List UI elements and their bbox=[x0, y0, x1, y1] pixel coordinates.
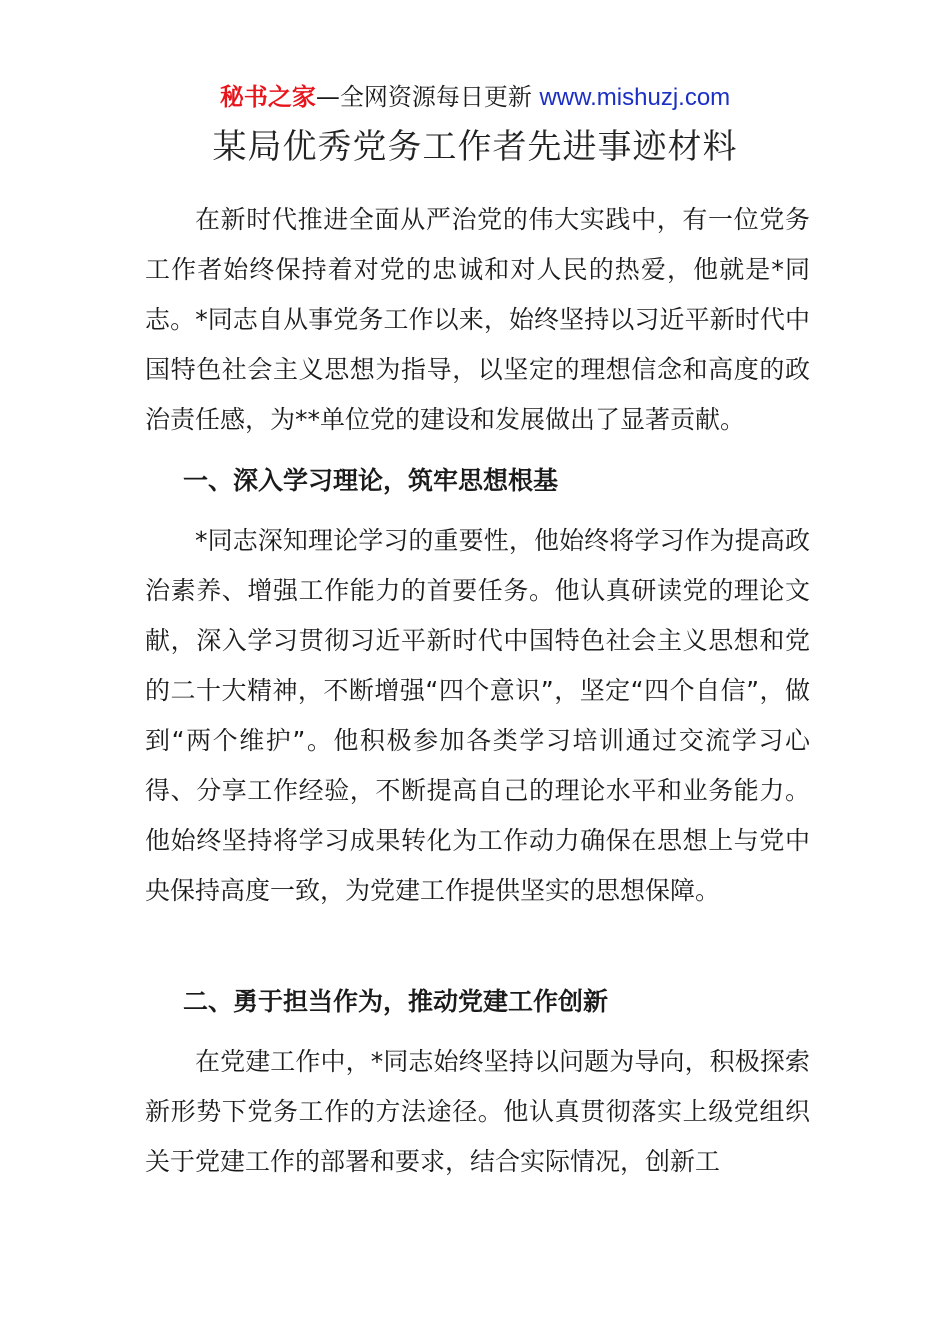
site-url-link[interactable]: www.mishuzj.com bbox=[539, 84, 731, 111]
brand-name: 秘书之家 bbox=[219, 83, 316, 111]
intro-paragraph: 在新时代推进全面从严治党的伟大实践中，有一位党务工作者始终保持着对党的忠诚和对人民的热爱，他就是*同志。*同志自从事党务工作以来，始终坚持以习近平新时代中国特色社会主义思想为指导，以坚定的理想信念和高度的政治责任感，为**单位党的建设和发展做出了显著贡献。 bbox=[145, 205, 810, 434]
section-2-paragraph: 在党建工作中，*同志始终坚持以问题为导向，积极探索新形势下党务工作的方法途径。他认真贯彻落实上级党组织关于党建工作的部署和要求，结合实际情况，创新工 bbox=[145, 1047, 810, 1176]
section-1-paragraph: *同志深知理论学习的重要性，他始终将学习作为提高政治素养、增强工作能力的首要任务。他认真研读党的理论文献，深入学习贯彻习近平新时代中国特色社会主义思想和党的二十大精神，不断增强“四个意识”，坚定“四个自信”，做到“两个维护”。他积极参加各类学习培训通过交流学习心得、分享工作经验，不断提高自己的理论水平和业务能力。他始终坚持将学习成果转化为工作动力确保在思想上与党中央保持高度一致，为党建工作提供坚实的思想保障。 bbox=[145, 526, 810, 905]
site-header bbox=[0, 80, 950, 115]
document-title: 某局优秀党务工作者先进事迹材料 bbox=[212, 127, 738, 167]
section-2-heading: 二、勇于担当作为，推动党建工作创新 bbox=[183, 987, 609, 1016]
section-1-heading: 一、深入学习理论，筑牢思想根基 bbox=[183, 466, 559, 495]
header-tagline: —全网资源每日更新 bbox=[315, 83, 540, 111]
